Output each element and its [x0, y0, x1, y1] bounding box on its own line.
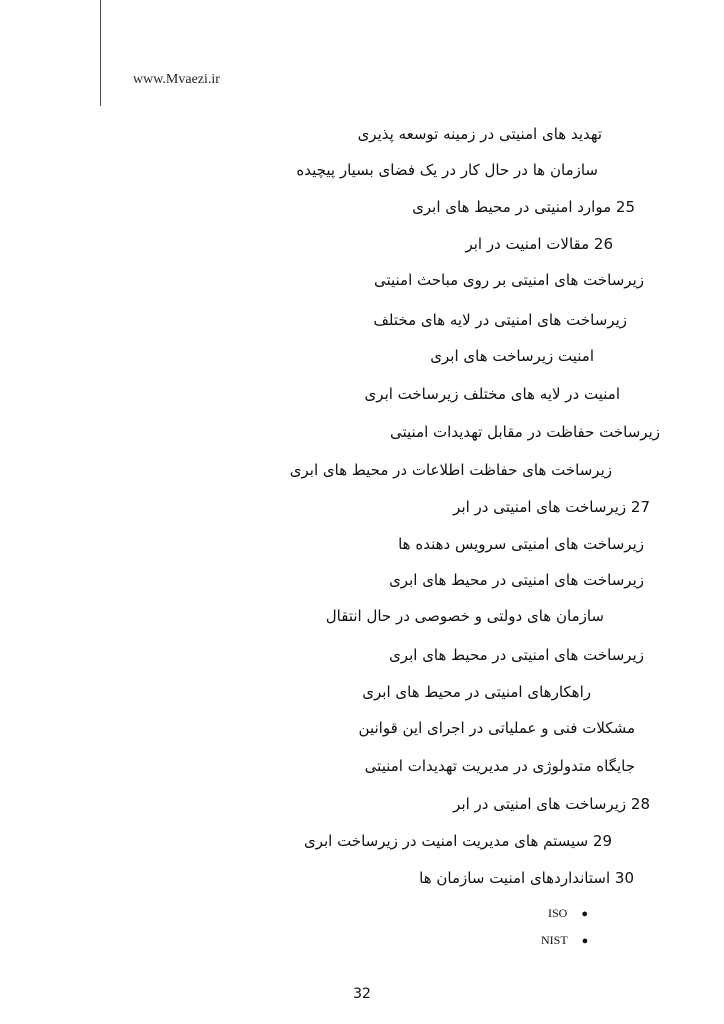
bullet-item: [548, 906, 588, 921]
bullet-item: [541, 933, 588, 948]
text-line: راهکارهای امنیتی در محیط های ابری: [362, 683, 591, 701]
text-line: زیرساخت های امنیتی بر روی مباحث امنیتی: [373, 271, 644, 289]
bullet-label: ISO: [548, 906, 568, 920]
text-line: جایگاه متدولوژی در مدیریت تهدیدات امنیتی: [364, 757, 635, 775]
bullet-label: NIST: [541, 933, 568, 947]
text-line: زیرساخت های امنیتی سرویس دهنده ها: [398, 535, 644, 553]
text-line: 27 زیرساخت های امنیتی در ابر: [453, 498, 650, 516]
text-line: زیرساخت های امنیتی در لایه های مختلف: [373, 311, 627, 329]
text-line: مشکلات فنی و عملیاتی در اجرای این قوانین: [358, 719, 635, 737]
text-line: 25 موارد امنیتی در محیط های ابری: [412, 198, 635, 216]
text-line: زیرساخت های امنیتی در محیط های ابری: [389, 646, 644, 664]
page-number: 32: [353, 986, 371, 1002]
text-line: تهدید های امنیتی در زمینه توسعه پذیری: [357, 125, 602, 143]
text-line: امنیت زیرساخت های ابری: [430, 347, 594, 365]
text-line: زیرساخت حفاظت در مقابل تهدیدات امنیتی: [389, 423, 660, 441]
text-line: 29 سیستم های مدیریت امنیت در زیرساخت ابری: [303, 832, 612, 850]
bullet-dot-icon: ●: [581, 908, 588, 920]
text-line: 26 مقالات امنیت در ابر: [465, 235, 613, 253]
text-line: سازمان ها در حال کار در یک فضای بسیار پیچیده: [296, 161, 598, 179]
text-line: زیرساخت های امنیتی در محیط های ابری: [389, 571, 644, 589]
text-line: زیرساخت های حفاظت اطلاعات در محیط های ابری: [289, 461, 612, 479]
text-line: سازمان های دولتی و خصوصی در حال انتقال: [325, 607, 604, 625]
bullet-dot-icon: ●: [581, 935, 589, 947]
text-line: 28 زیرساخت های امنیتی در ابر: [453, 795, 650, 813]
text-line: امنیت در لایه های مختلف زیرساخت ابری: [364, 385, 620, 403]
text-line: 30 استانداردهای امنیت سازمان ها: [419, 869, 634, 887]
site-url: www.Mvaezi.ir: [133, 72, 220, 87]
